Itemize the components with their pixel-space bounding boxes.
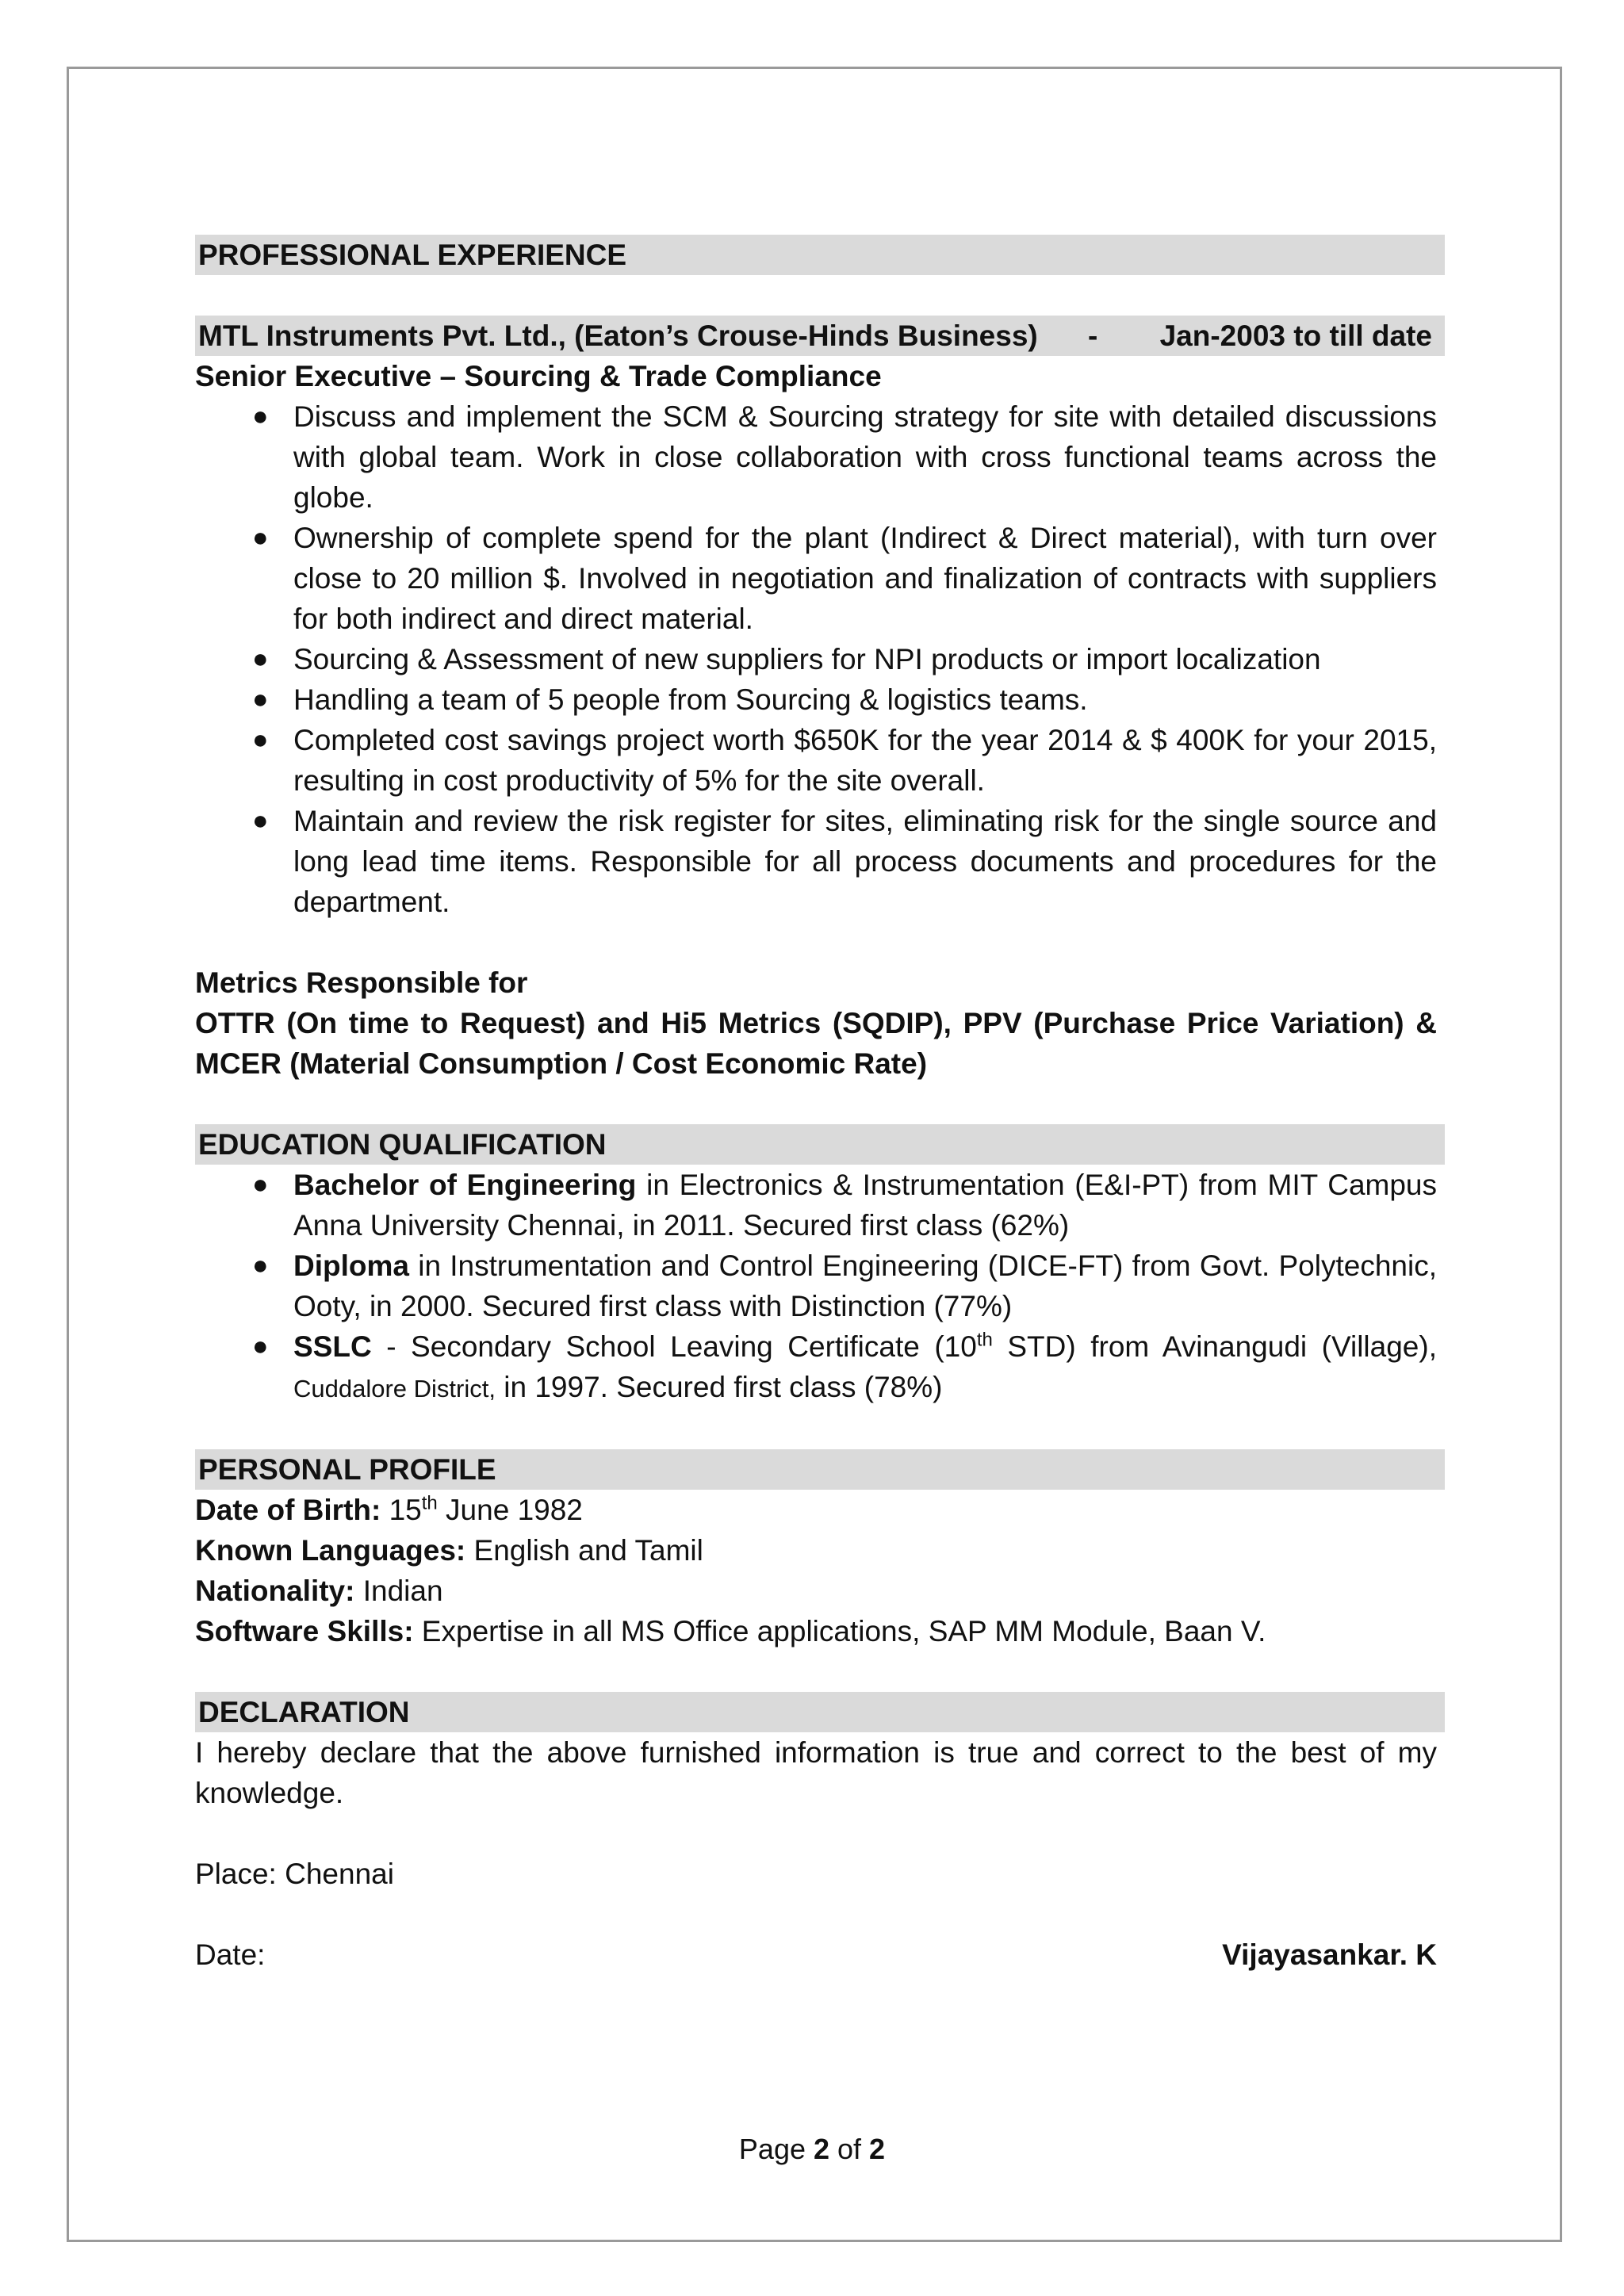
resume-page-content	[195, 235, 1437, 1975]
degree-title: Bachelor of Engineering	[293, 1169, 637, 1201]
bullet-icon: ●	[252, 1250, 269, 1280]
degree-title: SSLC	[293, 1330, 372, 1363]
personal-heading: PERSONAL PROFILE	[195, 1449, 1445, 1490]
page-number: 2	[813, 2133, 830, 2165]
bullet-icon: ●	[252, 644, 269, 674]
degree-title: Diploma	[293, 1249, 409, 1282]
list-item: ● Diploma in Instrumentation and Control Engineering (DICE-FT) from Govt. Polytechnic, Ooty, in 2000. Secured first class with Distinction (77%)	[195, 1246, 1437, 1326]
page-total: 2	[869, 2133, 886, 2165]
bullet-icon: ●	[252, 1169, 269, 1200]
company-line	[195, 316, 1445, 356]
declaration-text: I hereby declare that the above furnished information is true and correct to the best of my knowledge.	[195, 1736, 1437, 1809]
bullet-icon: ●	[252, 401, 269, 431]
list-item: ● Sourcing & Assessment of new suppliers for NPI products or import localization	[195, 639, 1437, 679]
bullet-icon: ●	[252, 1331, 269, 1361]
nationality-line: Nationality: Indian	[195, 1575, 443, 1607]
bullet-icon: ●	[252, 684, 269, 714]
list-item: ● Handling a team of 5 people from Sourcing & logistics teams.	[195, 679, 1437, 720]
company-name: MTL Instruments Pvt. Ltd., (Eaton’s Crouse-Hinds Business)	[198, 320, 1038, 352]
list-item: ● Completed cost savings project worth $650K for the year 2014 & $ 400K for your 2015, resulting in cost productivity of 5% for the site overall.	[195, 720, 1437, 801]
job-role: Senior Executive – Sourcing & Trade Compliance	[195, 360, 882, 392]
signature-name: Vijayasankar. K	[1222, 1938, 1437, 1971]
software-line: Software Skills: Expertise in all MS Office applications, SAP MM Module, Baan V.	[195, 1615, 1266, 1647]
list-item: ● Discuss and implement the SCM & Sourcing strategy for site with detailed discussions with global team. Work in close collaboration with cross functional teams across the globe.	[195, 396, 1437, 518]
list-item: ● Bachelor of Engineering in Electronics & Instrumentation (E&I-PT) from MIT Campus Anna University Chennai, in 2011. Secured first class (62%)	[195, 1165, 1437, 1246]
list-item: ● Maintain and review the risk register for sites, eliminating risk for the single source and long lead time items. Responsible for all process documents and procedures for the department.	[195, 801, 1437, 922]
date-line	[195, 1934, 1437, 1975]
list-item: ● Ownership of complete spend for the plant (Indirect & Direct material), with turn over close to 20 million $. Involved in negotiation and finalization of contracts with suppliers for both indirect and direct material.	[195, 518, 1437, 639]
bullet-icon: ●	[252, 725, 269, 755]
date-label: Date:	[195, 1938, 266, 1971]
dob-line: Date of Birth: 15th June 1982	[195, 1492, 583, 1526]
education-list	[195, 1165, 1437, 1409]
bullet-icon: ●	[252, 522, 269, 553]
list-item: ● SSLC - Secondary School Leaving Certificate (10th STD) from Avinangudi (Village), Cuddalore District, in 1997. Secured first class (78%)	[195, 1326, 1437, 1409]
experience-bullets	[195, 396, 1437, 922]
metrics-heading: Metrics Responsible for	[195, 966, 528, 999]
education-heading: EDUCATION QUALIFICATION	[195, 1124, 1445, 1165]
place-line: Place: Chennai	[195, 1858, 394, 1890]
page-footer: Page 2 of 2	[738, 2133, 886, 2165]
experience-heading: PROFESSIONAL EXPERIENCE	[195, 235, 1445, 275]
declaration-heading: DECLARATION	[195, 1692, 1445, 1732]
bullet-icon: ●	[252, 806, 269, 836]
languages-line: Known Languages: English and Tamil	[195, 1534, 703, 1567]
employment-period: Jan-2003 to till date	[1159, 320, 1432, 352]
metrics-text: OTTR (On time to Request) and Hi5 Metrics (SQDIP), PPV (Purchase Price Variation) & MCER (Material Consumption / Cost Economic Rate)	[195, 1007, 1437, 1080]
company-dash: -	[1088, 320, 1098, 352]
